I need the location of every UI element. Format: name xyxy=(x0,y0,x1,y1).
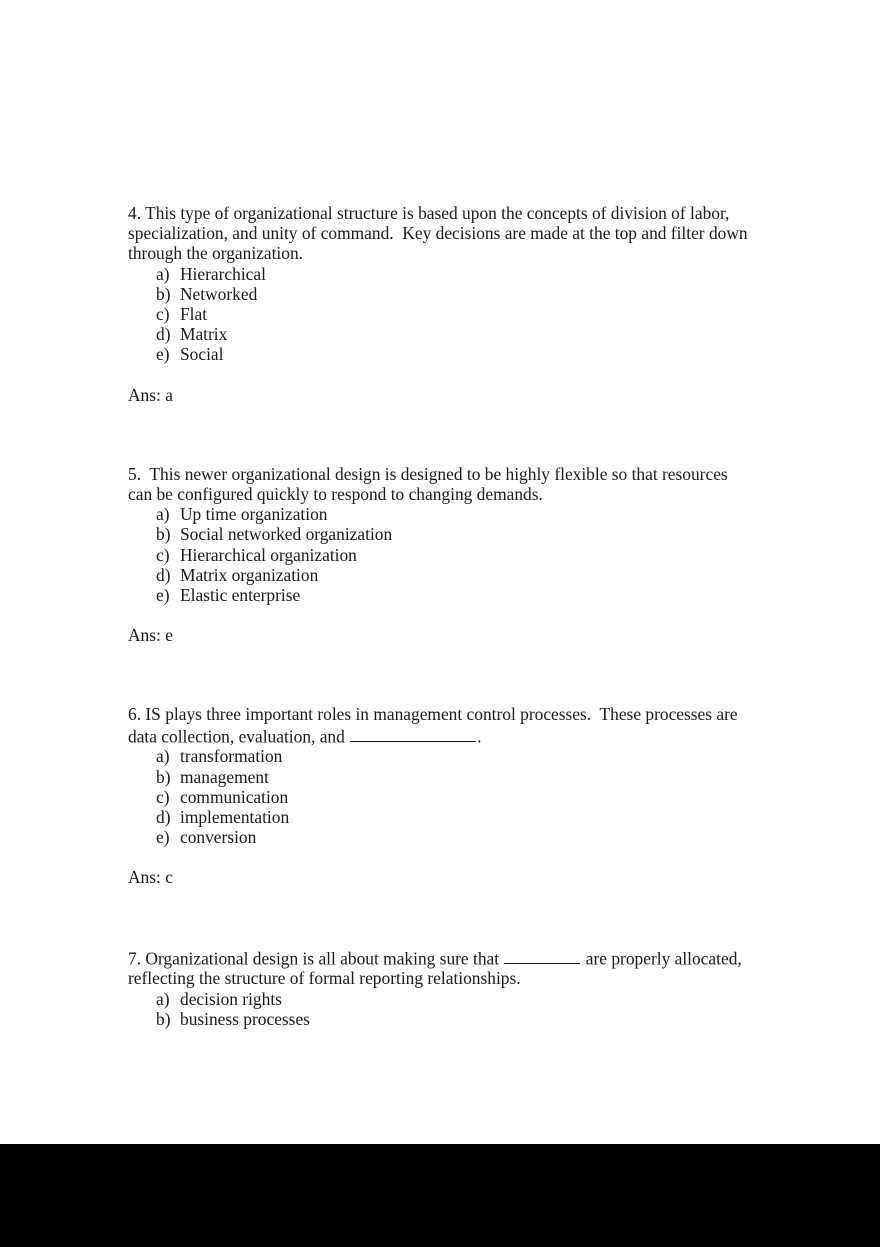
option-letter: b) xyxy=(156,524,171,545)
spacer xyxy=(128,605,748,625)
question-7-options xyxy=(128,989,748,1029)
spacer xyxy=(128,645,748,704)
option-label: implementation xyxy=(180,806,290,827)
question-5-stem: 5. This newer organizational design is designed to be highly flexible so that resources can be configured quickly to respond to changing demands. xyxy=(128,463,733,505)
spacer xyxy=(128,365,748,385)
option-label: Networked xyxy=(180,283,258,304)
question-6-stem-part-1: 6. IS plays three important roles in management control processes. These processes are data collection, evaluation, and xyxy=(128,704,742,747)
question-block-6 xyxy=(128,704,748,887)
option-item[interactable] xyxy=(128,989,748,1009)
option-item[interactable] xyxy=(128,565,748,585)
option-label: decision rights xyxy=(180,988,282,1009)
question-block-4 xyxy=(128,203,752,405)
spacer xyxy=(128,405,748,464)
option-letter: d) xyxy=(156,806,171,827)
option-label: Flat xyxy=(180,304,208,325)
question-6-options xyxy=(128,746,748,847)
option-letter: e) xyxy=(156,827,170,848)
option-item[interactable] xyxy=(128,1009,748,1029)
question-6-stem-part-2: . xyxy=(477,726,482,747)
option-letter: d) xyxy=(156,324,171,345)
option-item[interactable] xyxy=(128,344,748,364)
question-6-answer: Ans: c xyxy=(128,867,173,888)
option-letter: c) xyxy=(156,786,170,807)
option-letter: c) xyxy=(156,544,170,565)
option-item[interactable] xyxy=(128,284,748,304)
option-label: Hierarchical xyxy=(180,263,266,284)
option-letter: a) xyxy=(156,504,170,525)
question-7-stem xyxy=(128,947,748,989)
option-item[interactable] xyxy=(128,827,748,847)
spacer xyxy=(128,847,748,867)
question-7-stem-part-2: are properly allocated, reflecting the structure of formal reporting relationships. xyxy=(128,948,747,989)
option-item[interactable] xyxy=(128,746,748,766)
question-block-7 xyxy=(128,947,748,1029)
option-item[interactable] xyxy=(128,324,748,344)
option-label: business processes xyxy=(180,1008,310,1029)
option-letter: d) xyxy=(156,564,171,585)
option-letter: a) xyxy=(156,988,170,1009)
option-item[interactable] xyxy=(128,807,748,827)
question-4-stem: 4. This type of organizational structure is based upon the concepts of division of labor, specialization, and unity of command. Key decisions are made at the top and filter down through the organization. xyxy=(128,203,752,264)
question-4-answer: Ans: a xyxy=(128,384,173,405)
question-5-answer: Ans: e xyxy=(128,625,173,646)
option-label: Matrix xyxy=(180,324,228,345)
option-letter: b) xyxy=(156,283,171,304)
option-label: transformation xyxy=(180,746,283,767)
option-letter: c) xyxy=(156,304,170,325)
option-label: Hierarchical organization xyxy=(180,544,357,565)
option-label: management xyxy=(180,766,269,787)
document-text-body xyxy=(128,203,752,1029)
option-letter: e) xyxy=(156,344,170,365)
spacer xyxy=(128,888,748,947)
option-letter: b) xyxy=(156,766,171,787)
fill-in-blank xyxy=(350,725,476,743)
option-item[interactable] xyxy=(128,585,748,605)
option-item[interactable] xyxy=(128,545,748,565)
option-item[interactable] xyxy=(128,767,748,787)
question-6-stem xyxy=(128,704,748,746)
option-item[interactable] xyxy=(128,524,748,544)
option-item[interactable] xyxy=(128,504,748,524)
option-letter: a) xyxy=(156,263,170,284)
question-4-options xyxy=(128,264,748,365)
option-label: Up time organization xyxy=(180,504,328,525)
question-5-options xyxy=(128,504,748,605)
option-item[interactable] xyxy=(128,787,748,807)
question-7-stem-part-1: 7. Organizational design is all about making sure that xyxy=(128,948,504,969)
option-letter: b) xyxy=(156,1008,171,1029)
question-block-5 xyxy=(128,464,748,646)
option-item[interactable] xyxy=(128,264,748,284)
option-label: communication xyxy=(180,786,289,807)
option-label: Matrix organization xyxy=(180,564,319,585)
option-label: Social networked organization xyxy=(180,524,393,545)
option-label: conversion xyxy=(180,827,257,848)
option-label: Social xyxy=(180,344,224,365)
option-item[interactable] xyxy=(128,304,748,324)
page-bottom-black-band xyxy=(0,1144,880,1247)
fill-in-blank xyxy=(504,947,580,965)
option-letter: a) xyxy=(156,746,170,767)
option-label: Elastic enterprise xyxy=(180,585,301,606)
option-letter: e) xyxy=(156,585,170,606)
